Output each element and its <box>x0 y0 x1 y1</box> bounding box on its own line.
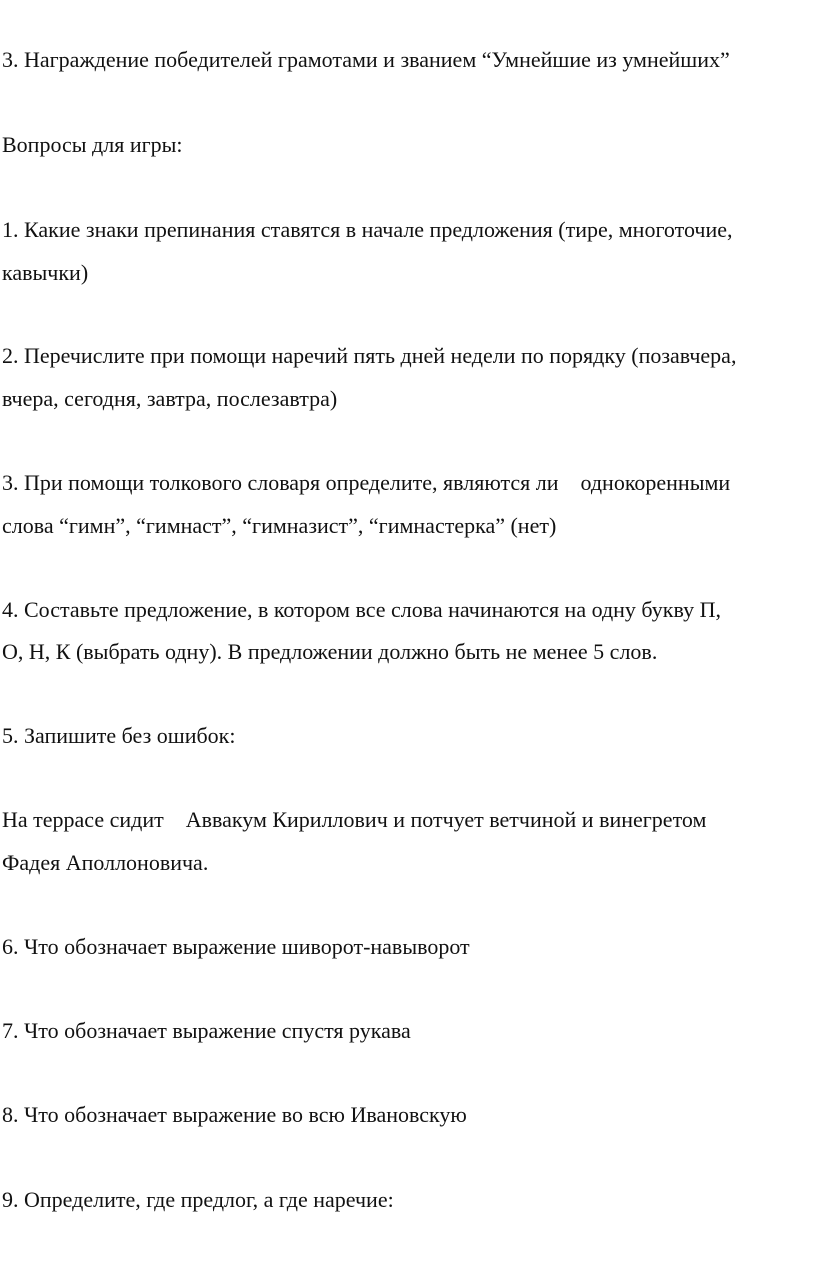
question-3-line-1: 3. При помощи толкового словаря определите, являются ли однокоренными <box>2 470 731 495</box>
question-2-line-2: вчера, сегодня, завтра, послезавтра) <box>2 386 338 411</box>
question-7-line: 7. Что обозначает выражение спустя рукава <box>2 1018 411 1043</box>
question-5-line: 5. Запишите без ошибок: <box>2 723 236 748</box>
dictation-line-1: На террасе сидит Аввакум Кириллович и потчует ветчиной и винегретом <box>2 807 707 832</box>
question-4-line-1: 4. Составьте предложение, в котором все слова начинаются на одну букву П, <box>2 597 721 622</box>
award-line: 3. Награждение победителей грамотами и званием “Умнейшие из умнейших” <box>2 47 730 72</box>
question-3-line-2: слова “гимн”, “гимнаст”, “гимназист”, “гимнастерка” (нет) <box>2 513 557 538</box>
questions-heading: Вопросы для игры: <box>2 132 183 157</box>
question-2-line-1: 2. Перечислите при помощи наречий пять дней недели по порядку (позавчера, <box>2 343 737 368</box>
question-6-line: 6. Что обозначает выражение шиворот-навыворот <box>2 934 470 959</box>
dictation-line-2: Фадея Аполлоновича. <box>2 850 209 875</box>
question-4-line-2: О, Н, К (выбрать одну). В предложении должно быть не менее 5 слов. <box>2 639 658 664</box>
question-8-line: 8. Что обозначает выражение во всю Ивановскую <box>2 1102 467 1127</box>
question-9-line: 9. Определите, где предлог, а где наречие: <box>2 1187 394 1212</box>
question-1-line-1: 1. Какие знаки препинания ставятся в начале предложения (тире, многоточие, <box>2 217 733 242</box>
question-1-line-2: кавычки) <box>2 260 89 285</box>
